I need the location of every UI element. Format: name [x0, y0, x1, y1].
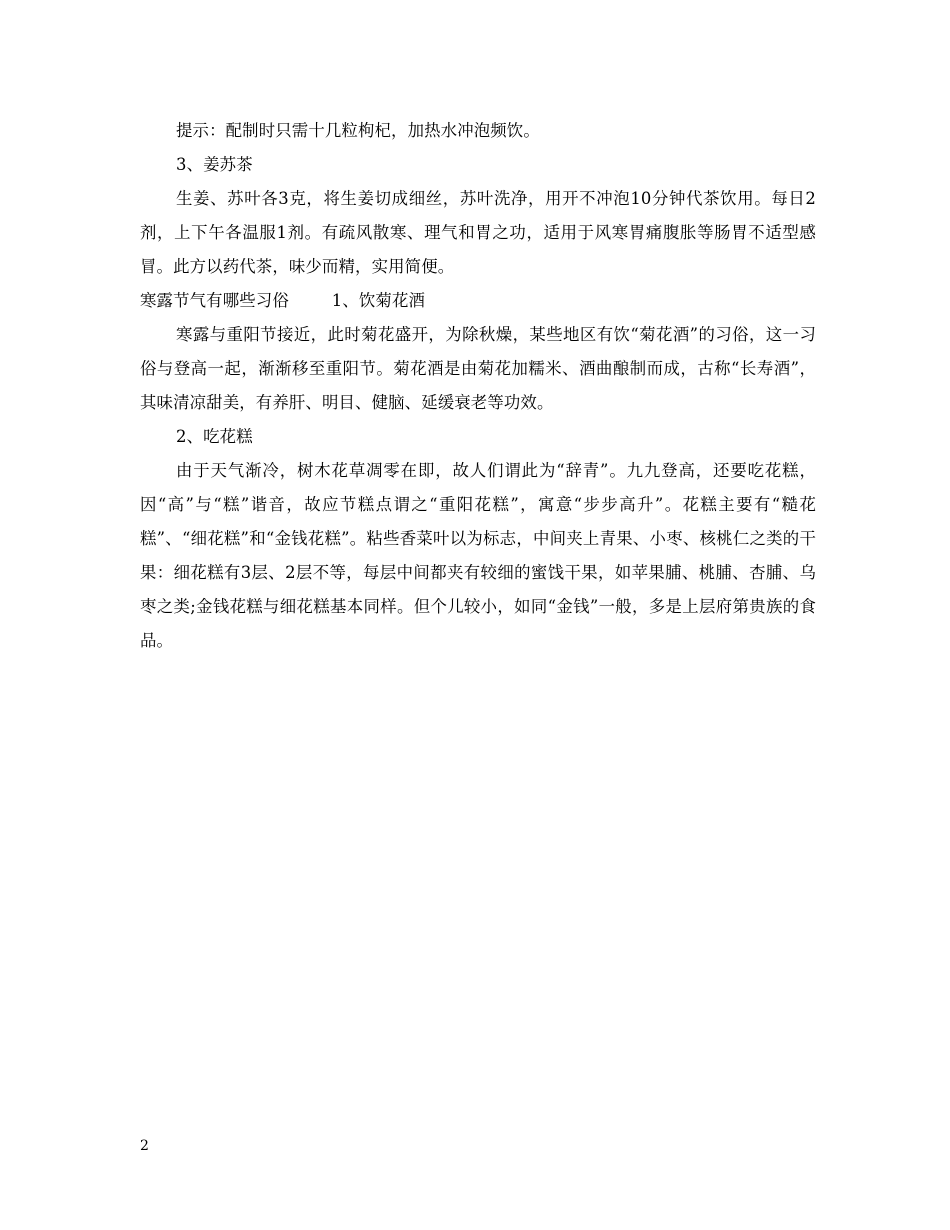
paragraph-tip: 提示：配制时只需十几粒枸杞，加热水冲泡频饮。: [176, 121, 540, 140]
document-body: [140, 114, 816, 658]
paragraph-ginger-perilla-tea: 生姜、苏叶各3克，将生姜切成细丝，苏叶洗净，用开不冲泡10分钟代茶饮用。每日2剂，上下午各温服1剂。有疏风散寒、理气和胃之功，适用于风寒胃痛腹胀等肠胃不适型感冒。此方以药代茶，味少而精，实用简便。: [140, 189, 816, 276]
paragraph-chrysanthemum-wine: 寒露与重阳节接近，此时菊花盛开，为除秋燥，某些地区有饮“菊花酒”的习俗，这一习俗与登高一起，渐渐移至重阳节。菊花酒是由菊花加糯米、酒曲酿制而成，古称“长寿酒”，其味清凉甜美，有养肝、明目、健脑、延缓衰老等功效。: [140, 325, 816, 412]
heading-ginger-perilla-tea: 3、姜苏茶: [176, 155, 253, 174]
section-heading-customs: 寒露节气有哪些习俗 1、饮菊花酒: [140, 291, 426, 310]
heading-flower-cake: 2、吃花糕: [176, 427, 253, 446]
page-number: 2: [140, 1138, 149, 1154]
paragraph-flower-cake: 由于天气渐冷，树木花草凋零在即，故人们谓此为“辞青”。九九登高，还要吃花糕，因“高”与“糕”谐音，故应节糕点谓之“重阳花糕”，寓意“步步高升”。花糕主要有“糙花糕”、“细花糕”和“金钱花糕”。粘些香菜叶以为标志，中间夹上青果、小枣、核桃仁之类的干果：细花糕有3层、2层不等，每层中间都夹有较细的蜜饯干果，如苹果脯、桃脯、杏脯、乌枣之类;金钱花糕与细花糕基本同样。但个儿较小，如同“金钱”一般，多是上层府第贵族的食品。: [140, 461, 816, 650]
